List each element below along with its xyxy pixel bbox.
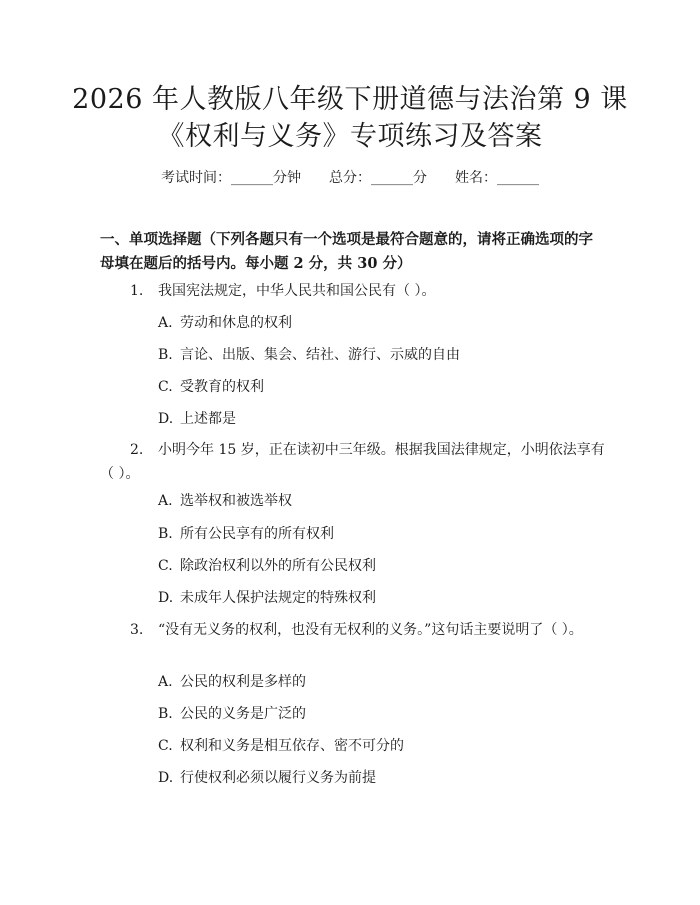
option-letter: C.	[158, 558, 173, 574]
section-heading: 一、单项选择题（下列各题只有一个选项是最符合题意的，请将正确选项的字母填在题后的括号内。每小题 2 分，共 30 分）	[100, 231, 593, 272]
question-1-option-b	[158, 345, 460, 365]
question-number: 3.	[130, 622, 144, 638]
option-text: 除政治权利以外的所有公民权利	[180, 558, 376, 574]
question-1-option-d	[158, 409, 236, 429]
option-text: 权利和义务是相互依存、密不可分的	[180, 738, 404, 754]
option-letter: A.	[158, 674, 173, 690]
question-text: 小明今年 15 岁，正在读初中三年级。根据我国法律规定，小明依法享有（ ）。	[100, 442, 605, 482]
option-letter: A.	[158, 315, 173, 331]
question-text: 我国宪法规定，中华人民共和国公民有（ ）。	[158, 283, 436, 299]
option-text: 所有公民享有的所有权利	[180, 526, 334, 542]
total-score-label: 总分：______分	[329, 170, 427, 186]
option-letter: C.	[158, 379, 173, 395]
question-1	[130, 280, 435, 302]
option-text: 言论、出版、集会、结社、游行、示威的自由	[180, 347, 460, 363]
option-letter: D.	[158, 770, 174, 786]
option-letter: B.	[158, 347, 173, 363]
option-text: 未成年人保护法规定的特殊权利	[180, 590, 376, 606]
question-3	[100, 618, 610, 642]
option-letter: B.	[158, 706, 173, 722]
student-name-label: 姓名：______	[455, 170, 539, 186]
option-letter: B.	[158, 526, 173, 542]
question-2-option-c	[158, 556, 376, 576]
question-2-option-a	[158, 491, 292, 511]
exam-meta	[0, 168, 700, 188]
option-letter: D.	[158, 411, 174, 427]
question-3-option-a	[158, 672, 306, 692]
question-2-option-b	[158, 524, 334, 544]
option-text: 选举权和被选举权	[180, 493, 292, 509]
question-3-option-c	[158, 736, 404, 756]
option-text: 受教育的权利	[180, 379, 264, 395]
question-number: 1.	[130, 283, 144, 299]
option-text: 上述都是	[180, 411, 236, 427]
question-2	[100, 438, 610, 486]
option-letter: C.	[158, 738, 173, 754]
question-2-option-d	[158, 588, 376, 608]
option-text: 行使权利必须以履行义务为前提	[180, 770, 376, 786]
exam-time-label: 考试时间：______分钟	[161, 170, 301, 186]
document-title-line1: 2026 年人教版八年级下册道德与法治第 9 课	[72, 84, 628, 115]
document-title-line2: 《权利与义务》专项练习及答案	[157, 121, 543, 152]
question-3-option-b	[158, 704, 306, 724]
question-1-option-c	[158, 377, 264, 397]
option-text: 劳动和休息的权利	[180, 315, 292, 331]
question-1-option-a	[158, 313, 292, 333]
question-text: “没有无义务的权利，也没有无权利的义务。”这句话主要说明了（ ）。	[158, 622, 583, 638]
question-number: 2.	[130, 442, 144, 458]
option-text: 公民的权利是多样的	[180, 674, 306, 690]
option-letter: A.	[158, 493, 173, 509]
option-letter: D.	[158, 590, 174, 606]
option-text: 公民的义务是广泛的	[180, 706, 306, 722]
question-3-option-d	[158, 768, 376, 788]
